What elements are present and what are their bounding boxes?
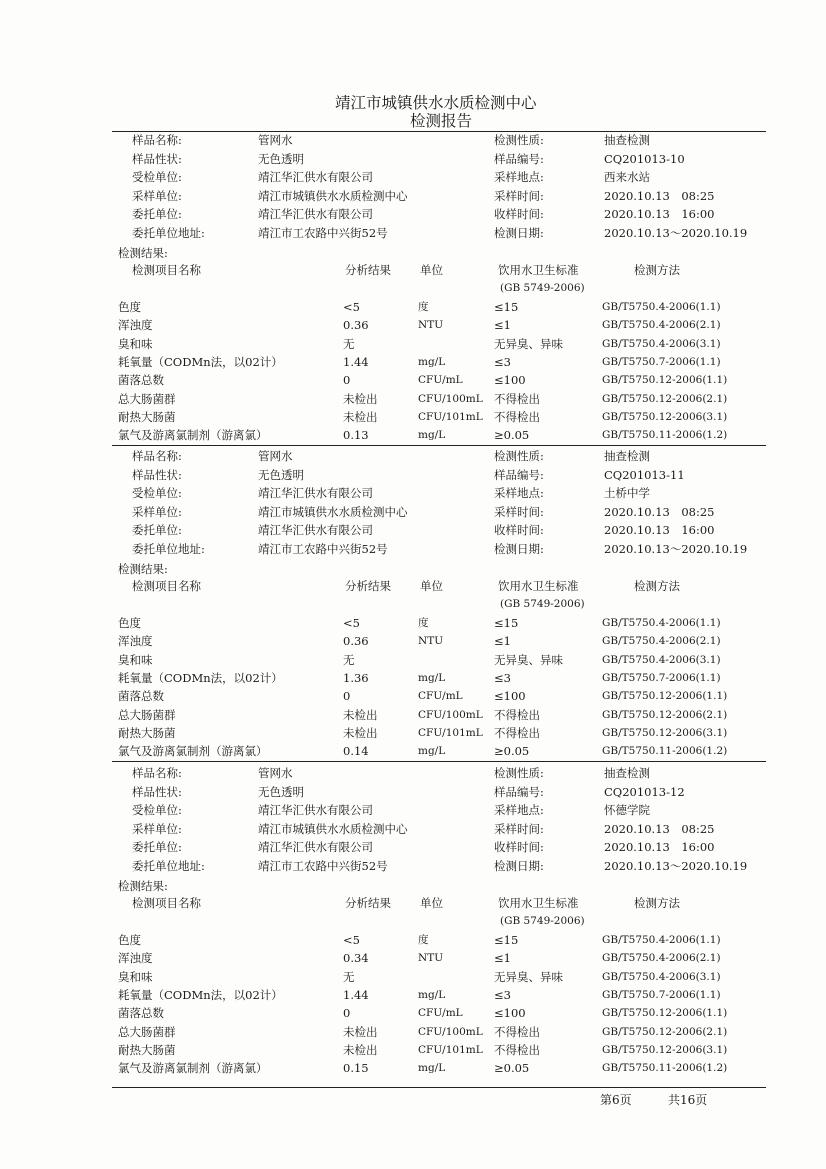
cell-method: GB/T5750.11-2006(1.2) (602, 429, 728, 442)
cell-result: 0.13 (343, 428, 369, 443)
label-sample-nature: 样品性状: (132, 467, 182, 482)
col-header-standard-code: (GB 5749-2006) (500, 598, 585, 610)
value-client-address: 靖江市工农路中兴街52号 (258, 225, 388, 240)
cell-item: 浑浊度 (118, 634, 153, 649)
cell-result: 未检出 (343, 1024, 378, 1039)
cell-unit: mg/L (418, 1062, 446, 1075)
col-header-result: 分析结果 (345, 896, 391, 910)
cell-unit: mg/L (418, 671, 446, 684)
value-sample-nature: 无色透明 (258, 467, 304, 482)
cell-standard: ≤1 (494, 634, 511, 649)
cell-unit: CFU/101mL (418, 410, 483, 423)
cell-method: GB/T5750.12-2006(2.1) (602, 392, 728, 405)
label-receiving-time: 收样时间: (494, 207, 544, 221)
cell-unit: CFU/100mL (418, 392, 483, 405)
cell-method: GB/T5750.11-2006(1.2) (602, 745, 728, 758)
cell-method: GB/T5750.12-2006(3.1) (602, 726, 728, 739)
label-client-unit: 委托单位: (132, 523, 182, 537)
label-test-date: 检测日期: (494, 541, 544, 556)
value-inspected-unit: 靖江华汇供水有限公司 (258, 170, 373, 184)
report-org-title: 靖江市城镇供水水质检测中心 (335, 94, 537, 112)
cell-result: 0.34 (343, 951, 369, 966)
label-test-date: 检测日期: (494, 858, 544, 873)
cell-unit: mg/L (418, 355, 446, 368)
value-test-date: 2020.10.13～2020.10.19 (604, 858, 748, 873)
cell-standard: 无异臭、异味 (494, 652, 563, 667)
col-header-unit: 单位 (420, 263, 443, 277)
cell-standard: ≤15 (494, 616, 519, 630)
value-inspected-unit: 靖江华汇供水有限公司 (258, 486, 373, 500)
cell-standard: ≤1 (494, 318, 511, 333)
cell-standard: 无异臭、异味 (494, 969, 563, 984)
cell-item: 臭和味 (118, 969, 153, 984)
label-inspected-unit: 受检单位: (132, 170, 182, 184)
header-rule (112, 131, 766, 132)
cell-unit: mg/L (418, 745, 446, 758)
cell-item: 色度 (118, 300, 141, 314)
cell-item: 耗氧量（CODMn法，以02计） (118, 987, 283, 1002)
col-header-item: 检测项目名称 (132, 896, 201, 910)
value-sampling-unit: 靖江市城镇供水水质检测中心 (258, 821, 408, 836)
cell-standard: ≤100 (494, 373, 526, 388)
label-receiving-time: 收样时间: (494, 840, 544, 854)
col-header-method: 检测方法 (634, 579, 680, 593)
cell-item: 耐热大肠菌 (118, 409, 176, 424)
cell-method: GB/T5750.12-2006(2.1) (602, 708, 728, 721)
cell-item: 耐热大肠菌 (118, 1042, 176, 1057)
page-total: 共16页 (668, 1093, 708, 1107)
label-sampling-site: 采样地点: (494, 803, 544, 817)
cell-method: GB/T5750.4-2006(2.1) (602, 635, 721, 648)
label-sample-nature: 样品性状: (132, 151, 182, 166)
cell-item: 臭和味 (118, 336, 153, 351)
cell-item: 总大肠菌群 (118, 1024, 176, 1039)
cell-item: 氯气及游离氯制剂（游离氯） (118, 1061, 268, 1076)
value-sample-name: 管网水 (258, 133, 293, 147)
cell-unit: mg/L (418, 429, 446, 442)
cell-result: 未检出 (343, 707, 378, 722)
value-sample-no: CQ201013-12 (604, 784, 685, 799)
cell-method: GB/T5750.7-2006(1.1) (602, 355, 721, 368)
label-sampling-time: 采样时间: (494, 504, 544, 519)
label-sample-name: 样品名称: (132, 133, 182, 147)
col-header-unit: 单位 (420, 896, 443, 910)
label-client-address: 委托单位地址: (132, 225, 205, 240)
value-sample-nature: 无色透明 (258, 784, 304, 799)
cell-result: 1.44 (343, 354, 369, 369)
cell-standard: 不得检出 (494, 409, 540, 424)
cell-result: <5 (343, 616, 360, 630)
footer-rule (112, 1087, 766, 1088)
cell-result: <5 (343, 300, 360, 314)
cell-method: GB/T5750.7-2006(1.1) (602, 988, 721, 1001)
cell-unit: CFU/101mL (418, 1043, 483, 1056)
label-sample-name: 样品名称: (132, 449, 182, 463)
label-sampling-site: 采样地点: (494, 170, 544, 184)
report-title: 检测报告 (410, 112, 473, 130)
cell-standard: ≤100 (494, 689, 526, 704)
cell-unit: NTU (418, 952, 444, 965)
cell-result: 未检出 (343, 725, 378, 740)
cell-method: GB/T5750.4-2006(1.1) (602, 301, 721, 313)
cell-item: 耐热大肠菌 (118, 725, 176, 740)
col-header-standard: 饮用水卫生标准 (498, 896, 579, 910)
cell-method: GB/T5750.7-2006(1.1) (602, 671, 721, 684)
cell-item: 色度 (118, 616, 141, 630)
label-client-address: 委托单位地址: (132, 858, 205, 873)
cell-method: GB/T5750.4-2006(2.1) (602, 319, 721, 332)
cell-method: GB/T5750.12-2006(3.1) (602, 1043, 728, 1056)
label-receiving-time: 收样时间: (494, 523, 544, 537)
value-sampling-time: 2020.10.13 08:25 (604, 504, 715, 519)
value-test-date: 2020.10.13～2020.10.19 (604, 541, 748, 556)
cell-unit: CFU/mL (418, 374, 463, 387)
cell-result: 0.36 (343, 634, 369, 649)
cell-item: 耗氧量（CODMn法，以02计） (118, 354, 283, 369)
label-sample-no: 样品编号: (494, 784, 544, 799)
value-sampling-site: 土桥中学 (604, 486, 650, 500)
results-label: 检测结果: (118, 879, 168, 893)
col-header-method: 检测方法 (634, 263, 680, 277)
cell-standard: ≤15 (494, 300, 519, 314)
results-label: 检测结果: (118, 562, 168, 576)
results-label: 检测结果: (118, 246, 168, 260)
cell-item: 总大肠菌群 (118, 391, 176, 406)
cell-item: 浑浊度 (118, 318, 153, 333)
label-sample-nature: 样品性状: (132, 784, 182, 799)
cell-unit: CFU/100mL (418, 708, 483, 721)
cell-item: 菌落总数 (118, 1006, 164, 1021)
value-receiving-time: 2020.10.13 16:00 (604, 207, 715, 221)
cell-result: 未检出 (343, 391, 378, 406)
value-test-date: 2020.10.13～2020.10.19 (604, 225, 748, 240)
cell-item: 氯气及游离氯制剂（游离氯） (118, 428, 268, 443)
cell-method: GB/T5750.12-2006(1.1) (602, 690, 728, 703)
value-sampling-site: 怀德学院 (604, 803, 650, 817)
cell-method: GB/T5750.11-2006(1.2) (602, 1062, 728, 1075)
label-sampling-time: 采样时间: (494, 188, 544, 203)
cell-standard: ≤3 (494, 354, 511, 369)
label-sampling-time: 采样时间: (494, 821, 544, 836)
cell-standard: 不得检出 (494, 391, 540, 406)
value-client-address: 靖江市工农路中兴街52号 (258, 858, 388, 873)
col-header-result: 分析结果 (345, 579, 391, 593)
label-inspected-unit: 受检单位: (132, 486, 182, 500)
label-test-date: 检测日期: (494, 225, 544, 240)
value-sample-name: 管网水 (258, 766, 293, 780)
label-sample-no: 样品编号: (494, 151, 544, 166)
cell-item: 总大肠菌群 (118, 707, 176, 722)
cell-unit: NTU (418, 635, 444, 648)
cell-method: GB/T5750.4-2006(3.1) (602, 653, 721, 666)
cell-standard: 不得检出 (494, 725, 540, 740)
cell-standard: 不得检出 (494, 707, 540, 722)
label-inspected-unit: 受检单位: (132, 803, 182, 817)
label-sampling-unit: 采样单位: (132, 504, 182, 519)
value-receiving-time: 2020.10.13 16:00 (604, 523, 715, 537)
col-header-result: 分析结果 (345, 263, 391, 277)
cell-unit: 度 (418, 301, 429, 313)
cell-result: 1.44 (343, 987, 369, 1002)
col-header-standard-code: (GB 5749-2006) (500, 282, 585, 294)
cell-standard: 无异臭、异味 (494, 336, 563, 351)
value-sample-name: 管网水 (258, 449, 293, 463)
sample-separator-rule (112, 761, 766, 762)
cell-unit: CFU/mL (418, 1007, 463, 1020)
value-sampling-time: 2020.10.13 08:25 (604, 821, 715, 836)
value-client-unit: 靖江华汇供水有限公司 (258, 840, 373, 854)
cell-method: GB/T5750.12-2006(1.1) (602, 374, 728, 387)
cell-standard: ≤3 (494, 987, 511, 1002)
cell-item: 浑浊度 (118, 951, 153, 966)
cell-unit: 度 (418, 617, 429, 629)
cell-item: 菌落总数 (118, 689, 164, 704)
cell-result: 未检出 (343, 409, 378, 424)
value-client-unit: 靖江华汇供水有限公司 (258, 523, 373, 537)
col-header-item: 检测项目名称 (132, 579, 201, 593)
value-sampling-unit: 靖江市城镇供水水质检测中心 (258, 504, 408, 519)
label-client-unit: 委托单位: (132, 207, 182, 221)
cell-unit: NTU (418, 319, 444, 332)
value-sampling-time: 2020.10.13 08:25 (604, 188, 715, 203)
cell-item: 菌落总数 (118, 373, 164, 388)
cell-item: 臭和味 (118, 652, 153, 667)
cell-result: <5 (343, 933, 360, 947)
page-number: 第6页 (600, 1093, 632, 1107)
cell-result: 0.15 (343, 1061, 369, 1076)
cell-standard: ≥0.05 (494, 428, 530, 443)
cell-unit: CFU/100mL (418, 1025, 483, 1038)
cell-standard: ≥0.05 (494, 744, 530, 759)
cell-method: GB/T5750.4-2006(1.1) (602, 934, 721, 946)
value-receiving-time: 2020.10.13 16:00 (604, 840, 715, 854)
cell-standard: 不得检出 (494, 1042, 540, 1057)
value-sample-nature: 无色透明 (258, 151, 304, 166)
col-header-unit: 单位 (420, 579, 443, 593)
label-sampling-unit: 采样单位: (132, 821, 182, 836)
cell-standard: ≤15 (494, 933, 519, 947)
label-sampling-unit: 采样单位: (132, 188, 182, 203)
cell-result: 0 (343, 1006, 351, 1021)
sample-separator-rule (112, 445, 766, 446)
cell-result: 未检出 (343, 1042, 378, 1057)
cell-method: GB/T5750.4-2006(2.1) (602, 952, 721, 965)
cell-method: GB/T5750.12-2006(3.1) (602, 410, 728, 423)
cell-standard: ≤3 (494, 670, 511, 685)
cell-result: 0 (343, 373, 351, 388)
col-header-standard-code: (GB 5749-2006) (500, 915, 585, 927)
col-header-method: 检测方法 (634, 896, 680, 910)
col-header-standard: 饮用水卫生标准 (498, 263, 579, 277)
cell-method: GB/T5750.4-2006(3.1) (602, 970, 721, 983)
cell-result: 1.36 (343, 670, 369, 685)
cell-unit: CFU/101mL (418, 726, 483, 739)
value-test-nature: 抽查检测 (604, 133, 650, 147)
col-header-item: 检测项目名称 (132, 263, 201, 277)
cell-method: GB/T5750.4-2006(1.1) (602, 617, 721, 629)
cell-item: 色度 (118, 933, 141, 947)
label-sampling-site: 采样地点: (494, 486, 544, 500)
label-test-nature: 检测性质: (494, 449, 544, 463)
cell-standard: ≤1 (494, 951, 511, 966)
cell-item: 耗氧量（CODMn法，以02计） (118, 670, 283, 685)
cell-result: 无 (343, 969, 355, 984)
cell-unit: 度 (418, 934, 429, 946)
cell-standard: ≤100 (494, 1006, 526, 1021)
cell-standard: ≥0.05 (494, 1061, 530, 1076)
value-sampling-unit: 靖江市城镇供水水质检测中心 (258, 188, 408, 203)
cell-result: 无 (343, 336, 355, 351)
cell-method: GB/T5750.12-2006(2.1) (602, 1025, 728, 1038)
label-client-address: 委托单位地址: (132, 541, 205, 556)
value-test-nature: 抽查检测 (604, 449, 650, 463)
value-sampling-site: 西来水站 (604, 170, 650, 184)
label-sample-name: 样品名称: (132, 766, 182, 780)
cell-result: 0 (343, 689, 351, 704)
col-header-standard: 饮用水卫生标准 (498, 579, 579, 593)
label-test-nature: 检测性质: (494, 766, 544, 780)
value-sample-no: CQ201013-11 (604, 467, 685, 482)
label-sample-no: 样品编号: (494, 467, 544, 482)
cell-result: 0.36 (343, 318, 369, 333)
cell-item: 氯气及游离氯制剂（游离氯） (118, 744, 268, 759)
label-test-nature: 检测性质: (494, 133, 544, 147)
cell-result: 无 (343, 652, 355, 667)
cell-unit: CFU/mL (418, 690, 463, 703)
cell-method: GB/T5750.4-2006(3.1) (602, 337, 721, 350)
label-client-unit: 委托单位: (132, 840, 182, 854)
cell-unit: mg/L (418, 988, 446, 1001)
cell-method: GB/T5750.12-2006(1.1) (602, 1007, 728, 1020)
cell-result: 0.14 (343, 744, 369, 759)
value-test-nature: 抽查检测 (604, 766, 650, 780)
value-inspected-unit: 靖江华汇供水有限公司 (258, 803, 373, 817)
value-client-address: 靖江市工农路中兴街52号 (258, 541, 388, 556)
cell-standard: 不得检出 (494, 1024, 540, 1039)
value-client-unit: 靖江华汇供水有限公司 (258, 207, 373, 221)
value-sample-no: CQ201013-10 (604, 151, 685, 166)
